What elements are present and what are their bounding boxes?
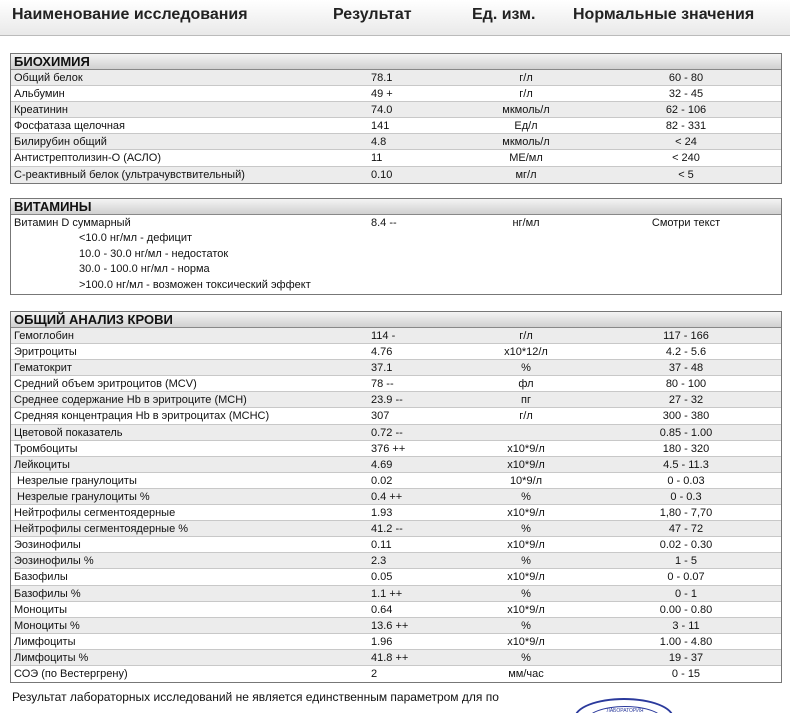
row-unit: г/л bbox=[519, 330, 533, 342]
row-result: 49 + bbox=[371, 88, 393, 101]
vitamin-d-name: Витамин D суммарный bbox=[14, 217, 131, 229]
vitamin-note: 10.0 - 30.0 нг/мл - недостаток bbox=[79, 247, 229, 260]
row-norm: 300 - 380 bbox=[662, 410, 710, 423]
row-unit: % bbox=[521, 651, 531, 664]
row-norm: 0.02 - 0.30 bbox=[659, 539, 713, 552]
header-unit: Ед. изм. bbox=[472, 6, 536, 23]
table-row bbox=[11, 328, 781, 344]
row-norm: < 5 bbox=[678, 168, 694, 181]
row-name: Нейтрофилы сегментоядерные % bbox=[14, 523, 189, 536]
row-result: 0.64 bbox=[371, 603, 393, 616]
row-unit: x10*9/л bbox=[507, 603, 545, 616]
row-result: 74.0 bbox=[371, 104, 393, 117]
row-unit: % bbox=[521, 362, 531, 375]
row-result: 0.72 -- bbox=[371, 426, 403, 439]
row-norm: 1 - 5 bbox=[674, 555, 697, 568]
table-row bbox=[11, 134, 781, 150]
table-row bbox=[11, 618, 781, 634]
vitamin-d-result: 8.4 -- bbox=[371, 217, 397, 229]
table-row bbox=[11, 150, 781, 166]
table-header bbox=[0, 0, 790, 36]
row-name: Антистрептолизин-О (АСЛО) bbox=[14, 152, 161, 165]
row-result: 0.05 bbox=[371, 571, 393, 584]
row-norm: 32 - 45 bbox=[668, 88, 704, 101]
row-result: 37.1 bbox=[371, 362, 393, 375]
row-result: 4.76 bbox=[371, 346, 393, 359]
row-name: СОЭ (по Вестергрену) bbox=[14, 667, 128, 680]
vitamins-section bbox=[10, 198, 782, 295]
row-result: 41.8 ++ bbox=[371, 651, 409, 664]
row-norm: 4.5 - 11.3 bbox=[663, 458, 709, 471]
row-unit: г/л bbox=[519, 72, 533, 84]
row-name: Нейтрофилы сегментоядерные bbox=[14, 507, 176, 520]
row-norm: 0 - 1 bbox=[674, 587, 697, 600]
row-name: Тромбоциты bbox=[14, 442, 78, 455]
cbc-rows bbox=[11, 328, 781, 682]
table-row bbox=[11, 457, 781, 473]
row-name: Лейкоциты bbox=[14, 458, 70, 471]
row-name: Эозинофилы bbox=[14, 539, 81, 552]
row-name: Эозинофилы % bbox=[14, 555, 94, 568]
table-row bbox=[11, 392, 781, 408]
row-unit: фл bbox=[518, 378, 534, 391]
row-result: 23.9 -- bbox=[371, 394, 403, 407]
row-norm: 82 - 331 bbox=[665, 120, 707, 133]
row-result: 78.1 bbox=[371, 72, 393, 84]
row-result: 0.11 bbox=[371, 539, 392, 552]
vitamin-d-unit: нг/мл bbox=[512, 217, 540, 229]
row-norm: 0.85 - 1.00 bbox=[659, 426, 713, 439]
row-unit: x10*9/л bbox=[507, 507, 545, 520]
row-name: С-реактивный белок (ультрачувствительный) bbox=[14, 168, 245, 181]
row-name: Моноциты % bbox=[14, 619, 80, 632]
row-norm: 19 - 37 bbox=[668, 651, 704, 664]
biochem-rows bbox=[11, 70, 781, 183]
row-norm: < 24 bbox=[675, 136, 697, 149]
row-name: Эритроциты bbox=[14, 346, 77, 359]
row-result: 1.96 bbox=[371, 635, 393, 648]
row-norm: 0 - 0.3 bbox=[670, 490, 702, 503]
cbc-title: ОБЩИЙ АНАЛИЗ КРОВИ bbox=[11, 312, 781, 328]
vitamins-title: ВИТАМИНЫ bbox=[11, 199, 781, 215]
table-row bbox=[11, 586, 781, 602]
row-norm: 0 - 15 bbox=[671, 667, 701, 680]
table-row bbox=[11, 376, 781, 392]
row-norm: 0 - 0.03 bbox=[667, 474, 705, 487]
row-name: Креатинин bbox=[14, 104, 68, 117]
row-name: Цветовой показатель bbox=[14, 426, 123, 439]
row-unit: % bbox=[521, 523, 531, 536]
row-name: Среднее содержание Hb в эритроците (MCH) bbox=[14, 394, 247, 407]
table-row bbox=[11, 666, 781, 682]
row-name: Незрелые гранулоциты % bbox=[17, 490, 150, 503]
row-unit: % bbox=[521, 587, 531, 600]
row-result: 2 bbox=[371, 667, 378, 680]
row-norm: 1.00 - 4.80 bbox=[659, 635, 713, 648]
table-row bbox=[11, 70, 781, 86]
header-name: Наименование исследования bbox=[12, 6, 248, 23]
table-row bbox=[11, 553, 781, 569]
row-norm: 60 - 80 bbox=[668, 72, 704, 84]
vitamin-d-row bbox=[11, 215, 781, 231]
table-row bbox=[11, 521, 781, 537]
row-unit: % bbox=[521, 490, 531, 503]
row-unit: г/л bbox=[519, 88, 533, 101]
row-norm: 27 - 32 bbox=[668, 394, 704, 407]
row-name: Общий белок bbox=[14, 72, 83, 84]
row-unit: % bbox=[521, 619, 531, 632]
row-name: Гемоглобин bbox=[14, 330, 74, 342]
row-name: Гематокрит bbox=[14, 362, 72, 375]
row-norm: 3 - 11 bbox=[672, 619, 700, 632]
vitamin-d-norm: Смотри текст bbox=[651, 217, 721, 229]
row-result: 11 bbox=[371, 152, 383, 165]
table-row bbox=[11, 537, 781, 553]
row-result: 307 bbox=[371, 410, 390, 423]
header-result: Результат bbox=[333, 6, 412, 23]
vitamin-note: >100.0 нг/мл - возможен токсический эффект bbox=[79, 278, 311, 291]
row-unit: x10*9/л bbox=[507, 571, 545, 584]
row-norm: 0 - 0.07 bbox=[667, 571, 705, 584]
row-norm: 62 - 106 bbox=[665, 104, 707, 117]
row-result: 0.02 bbox=[371, 474, 393, 487]
cbc-section bbox=[10, 311, 782, 683]
table-row bbox=[11, 425, 781, 441]
row-unit: Ед/л bbox=[514, 120, 538, 133]
row-name: Моноциты bbox=[14, 603, 67, 616]
row-result: 141 bbox=[371, 120, 390, 133]
row-name: Альбумин bbox=[14, 88, 65, 101]
vitamin-note: 30.0 - 100.0 нг/мл - норма bbox=[79, 263, 210, 276]
table-row bbox=[11, 86, 781, 102]
row-name: Фосфатаза щелочная bbox=[14, 120, 126, 133]
table-row bbox=[11, 650, 781, 666]
row-result: 4.69 bbox=[371, 458, 393, 471]
table-row bbox=[11, 118, 781, 134]
row-norm: < 240 bbox=[672, 152, 700, 165]
row-result: 4.8 bbox=[371, 136, 387, 149]
stamp-seal bbox=[574, 698, 674, 713]
row-name: Билирубин общий bbox=[14, 136, 107, 149]
row-norm: 0.00 - 0.80 bbox=[659, 603, 713, 616]
row-unit: x10*12/л bbox=[504, 346, 548, 359]
row-unit: МЕ/мл bbox=[509, 152, 543, 165]
table-row bbox=[11, 489, 781, 505]
row-result: 1.1 ++ bbox=[371, 587, 403, 600]
row-result: 2.3 bbox=[371, 555, 387, 568]
biochem-section bbox=[10, 53, 782, 184]
row-unit: x10*9/л bbox=[507, 635, 545, 648]
row-unit: 10*9/л bbox=[509, 474, 543, 487]
row-result: 0.10 bbox=[371, 168, 393, 181]
table-row bbox=[11, 102, 781, 118]
row-result: 0.4 ++ bbox=[371, 490, 403, 503]
table-row bbox=[11, 505, 781, 521]
row-name: Незрелые гранулоциты bbox=[17, 474, 137, 487]
table-row bbox=[11, 344, 781, 360]
row-norm: 1,80 - 7,70 bbox=[659, 507, 713, 520]
row-unit: пг bbox=[521, 394, 531, 407]
footer-disclaimer: Результат лабораторных исследований не является единственным параметром для по bbox=[12, 690, 499, 704]
row-unit: % bbox=[521, 555, 531, 568]
row-norm: 4.2 - 5.6 bbox=[665, 346, 707, 359]
row-result: 13.6 ++ bbox=[371, 619, 409, 632]
table-row bbox=[11, 602, 781, 618]
table-row bbox=[11, 408, 781, 424]
row-unit: мм/час bbox=[508, 667, 544, 680]
vitamin-note: <10.0 нг/мл - дефицит bbox=[79, 232, 193, 244]
row-unit: x10*9/л bbox=[507, 539, 545, 552]
row-unit: x10*9/л bbox=[507, 458, 545, 471]
row-name: Лимфоциты bbox=[14, 635, 76, 648]
table-row bbox=[11, 167, 781, 183]
row-name: Лимфоциты % bbox=[14, 651, 89, 664]
row-name: Средняя концентрация Hb в эритроцитах (MCHC) bbox=[14, 410, 270, 423]
stamp-text: ЛАБОРАТОРИЯ bbox=[586, 706, 664, 713]
row-result: 114 - bbox=[371, 330, 396, 342]
row-norm: 47 - 72 bbox=[668, 523, 704, 536]
table-row bbox=[11, 569, 781, 585]
row-unit: мг/л bbox=[515, 168, 537, 181]
row-result: 376 ++ bbox=[371, 442, 406, 455]
header-norm: Нормальные значения bbox=[573, 6, 755, 23]
table-row bbox=[11, 360, 781, 376]
row-result: 41.2 -- bbox=[371, 523, 403, 536]
row-name: Базофилы bbox=[14, 571, 68, 584]
table-row bbox=[11, 634, 781, 650]
row-result: 1.93 bbox=[371, 507, 393, 520]
row-norm: 37 - 48 bbox=[668, 362, 704, 375]
row-unit: x10*9/л bbox=[507, 442, 545, 455]
row-norm: 117 - 166 bbox=[663, 330, 709, 342]
row-result: 78 -- bbox=[371, 378, 394, 391]
row-name: Базофилы % bbox=[14, 587, 81, 600]
table-row bbox=[11, 441, 781, 457]
row-unit: мкмоль/л bbox=[502, 136, 550, 149]
row-norm: 180 - 320 bbox=[662, 442, 710, 455]
row-unit: мкмоль/л bbox=[502, 104, 550, 117]
row-unit: г/л bbox=[519, 410, 533, 423]
row-name: Средний объем эритроцитов (MCV) bbox=[14, 378, 197, 391]
table-row bbox=[11, 473, 781, 489]
biochem-title: БИОХИМИЯ bbox=[11, 54, 781, 70]
row-norm: 80 - 100 bbox=[665, 378, 707, 391]
